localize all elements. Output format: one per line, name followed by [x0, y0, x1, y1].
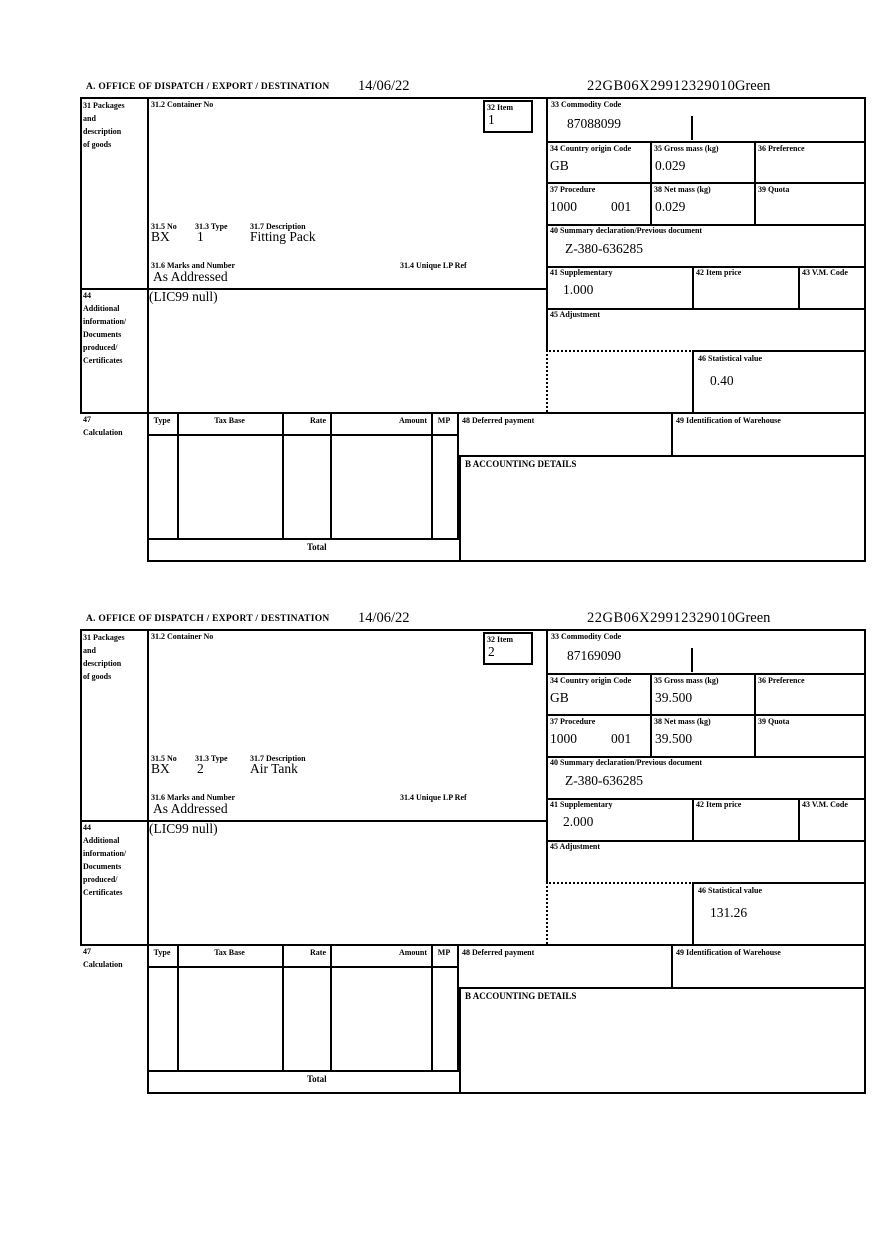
pkg-type-value: 2 [197, 761, 204, 776]
grid-line [147, 629, 149, 1092]
dotted-grid-line [546, 882, 694, 884]
dotted-grid-line [546, 350, 548, 412]
box44-label-line3: information/ [83, 317, 127, 326]
calc-col-tax-base: Tax Base [214, 948, 245, 957]
grid-line [692, 798, 694, 840]
marks-label: 31.6 Marks and Number [151, 261, 236, 270]
grid-line [546, 673, 866, 675]
procedure-value: 1000 [550, 199, 577, 214]
grid-line [282, 412, 284, 538]
grid-line [147, 434, 459, 436]
gross-mass-label: 35 Gross mass (kg) [654, 144, 719, 153]
grid-line [147, 560, 866, 562]
declaration-reference: 22GB06X29912329010 [587, 78, 736, 94]
box31-label-line4: of goods [83, 672, 112, 681]
calc-col-tax-base: Tax Base [214, 416, 245, 425]
grid-line [798, 266, 800, 308]
box44-label-line1: 44 [83, 291, 91, 300]
grid-line [147, 966, 459, 968]
pkg-type-label: 31.3 Type [195, 222, 228, 231]
grid-line [431, 944, 433, 1070]
gross-mass-label: 35 Gross mass (kg) [654, 676, 719, 685]
net-mass-value: 0.029 [655, 199, 686, 214]
grid-line [650, 673, 652, 756]
grid-line [459, 455, 461, 560]
grid-line [177, 944, 179, 1070]
box31-label-line1: 31 Packages [83, 633, 125, 642]
item-label: 32 Item [487, 103, 513, 112]
country-origin-value: GB [550, 158, 569, 173]
item-number-box [483, 100, 533, 133]
gross-mass-value: 39.500 [655, 690, 693, 705]
preference-label: 36 Preference [758, 676, 805, 685]
item-number-value: 1 [488, 112, 495, 127]
country-origin-value: GB [550, 690, 569, 705]
procedure-value: 1000 [550, 731, 577, 746]
pkg-description-label: 31.7 Description [250, 222, 306, 231]
grid-line [459, 987, 461, 1092]
commodity-code-value: 87088099 [567, 116, 621, 131]
warehouse-label: 49 Identification of Warehouse [676, 948, 781, 957]
dispatch-date: 14/06/22 [358, 610, 410, 626]
supplementary-label: 41 Supplementary [550, 268, 613, 277]
grid-line [546, 141, 866, 143]
pkg-type-label: 31.3 Type [195, 754, 228, 763]
additional-info-value: (LIC99 null) [149, 289, 218, 304]
pkg-no-value: BX [151, 761, 170, 776]
box31-label-line3: description [83, 127, 122, 136]
grid-line [147, 1092, 866, 1094]
quota-label: 39 Quota [758, 185, 790, 194]
unique-lp-ref-label: 31.4 Unique LP Ref [400, 261, 467, 270]
box44-label-line2: Additional [83, 836, 120, 845]
pkg-type-value: 1 [197, 229, 204, 244]
pkg-no-value: BX [151, 229, 170, 244]
grid-line [546, 97, 548, 350]
commodity-code-separator [691, 648, 693, 672]
total-label: Total [307, 542, 327, 552]
grid-line [457, 987, 866, 989]
pkg-description-label: 31.7 Description [250, 754, 306, 763]
grid-line [754, 673, 756, 756]
net-mass-label: 38 Net mass (kg) [654, 717, 711, 726]
marks-value: As Addressed [153, 269, 228, 284]
box44-label-line6: Certificates [83, 356, 123, 365]
grid-line [864, 629, 866, 1092]
item-price-label: 42 Item price [696, 268, 742, 277]
box31-label-line1: 31 Packages [83, 101, 125, 110]
grid-line [80, 412, 866, 414]
grid-line [692, 882, 694, 944]
pkg-no-label: 31.5 No [151, 754, 177, 763]
grid-line [80, 97, 866, 99]
grid-line [330, 412, 332, 538]
statistical-value: 0.40 [710, 373, 734, 388]
grid-line [864, 97, 866, 560]
calc-col-rate: Rate [310, 948, 326, 957]
grid-line [80, 97, 82, 412]
grid-line [754, 141, 756, 224]
goods-description-value: Air Tank [250, 761, 298, 776]
box44-label-line2: Additional [83, 304, 120, 313]
grid-line [692, 350, 866, 352]
deferred-payment-label: 48 Deferred payment [462, 948, 535, 957]
grid-line [330, 944, 332, 1070]
grid-line [80, 629, 82, 944]
procedure-label: 37 Procedure [550, 185, 596, 194]
box31-label-line3: description [83, 659, 122, 668]
office-of-dispatch-label: A. OFFICE OF DISPATCH / EXPORT / DESTINATION [86, 614, 330, 624]
net-mass-label: 38 Net mass (kg) [654, 185, 711, 194]
previous-document-label: 40 Summary declaration/Previous document [550, 758, 703, 767]
accounting-details-label: B ACCOUNTING DETAILS [465, 991, 577, 1001]
grid-line [457, 455, 866, 457]
grid-line [650, 141, 652, 224]
grid-line [546, 629, 548, 882]
item-label: 32 Item [487, 635, 513, 644]
grid-line [692, 350, 694, 412]
box31-label-line2: and [83, 114, 96, 123]
box47-label-line2: Calculation [83, 960, 123, 969]
grid-line [177, 412, 179, 538]
grid-line [546, 182, 866, 184]
previous-document-label: 40 Summary declaration/Previous document [550, 226, 703, 235]
box44-label-line5: produced/ [83, 343, 118, 352]
grid-line [692, 882, 866, 884]
deferred-payment-label: 48 Deferred payment [462, 416, 535, 425]
grid-line [147, 97, 149, 560]
box44-label-line6: Certificates [83, 888, 123, 897]
goods-description-value: Fitting Pack [250, 229, 316, 244]
calc-col-amount: Amount [398, 948, 427, 957]
commodity-code-separator [691, 116, 693, 140]
box47-label-line2: Calculation [83, 428, 123, 437]
warehouse-label: 49 Identification of Warehouse [676, 416, 781, 425]
grid-line [431, 412, 433, 538]
container-no-label: 31.2 Container No [151, 632, 214, 641]
box44-label-line4: Documents [83, 330, 122, 339]
dotted-grid-line [546, 882, 548, 944]
statistical-value-label: 46 Statistical value [698, 354, 762, 363]
grid-line [798, 798, 800, 840]
commodity-code-value: 87169090 [567, 648, 621, 663]
box44-label-line5: produced/ [83, 875, 118, 884]
total-label: Total [307, 1074, 327, 1084]
box31-label-line4: of goods [83, 140, 112, 149]
statistical-value: 131.26 [710, 905, 748, 920]
vm-code-label: 43 V.M. Code [802, 268, 848, 277]
preference-label: 36 Preference [758, 144, 805, 153]
procedure-suffix-value: 001 [611, 199, 632, 214]
procedure-label: 37 Procedure [550, 717, 596, 726]
commodity-code-label: 33 Commodity Code [551, 100, 622, 109]
calc-col-mp: MP [437, 948, 451, 957]
marks-value: As Addressed [153, 801, 228, 816]
box44-label-line4: Documents [83, 862, 122, 871]
grid-line [282, 944, 284, 1070]
grid-line [546, 714, 866, 716]
box31-label-line2: and [83, 646, 96, 655]
dotted-grid-line [546, 350, 694, 352]
calc-col-type: Type [153, 948, 171, 957]
gross-mass-value: 0.029 [655, 158, 686, 173]
item-price-label: 42 Item price [696, 800, 742, 809]
routing-status: Green [735, 78, 771, 94]
box44-label-line1: 44 [83, 823, 91, 832]
calc-col-amount: Amount [398, 416, 427, 425]
statistical-value-label: 46 Statistical value [698, 886, 762, 895]
accounting-details-label: B ACCOUNTING DETAILS [465, 459, 577, 469]
previous-document-value: Z-380-636285 [565, 241, 643, 256]
dispatch-date: 14/06/22 [358, 78, 410, 94]
vm-code-label: 43 V.M. Code [802, 800, 848, 809]
grid-line [692, 266, 694, 308]
declaration-reference: 22GB06X29912329010 [587, 610, 736, 626]
country-origin-label: 34 Country origin Code [550, 144, 632, 153]
pkg-no-label: 31.5 No [151, 222, 177, 231]
supplementary-value: 1.000 [563, 282, 594, 297]
grid-line [671, 412, 673, 455]
additional-info-value: (LIC99 null) [149, 821, 218, 836]
calc-col-type: Type [153, 416, 171, 425]
net-mass-value: 39.500 [655, 731, 693, 746]
sad-form [80, 78, 866, 568]
adjustment-label: 45 Adjustment [550, 842, 601, 851]
supplementary-label: 41 Supplementary [550, 800, 613, 809]
previous-document-value: Z-380-636285 [565, 773, 643, 788]
marks-label: 31.6 Marks and Number [151, 793, 236, 802]
item-number-value: 2 [488, 644, 495, 659]
sad-form [80, 610, 866, 1100]
container-no-label: 31.2 Container No [151, 100, 214, 109]
country-origin-label: 34 Country origin Code [550, 676, 632, 685]
grid-line [147, 1070, 459, 1072]
grid-line [80, 944, 866, 946]
calc-col-rate: Rate [310, 416, 326, 425]
box47-label-line1: 47 [83, 415, 91, 424]
adjustment-label: 45 Adjustment [550, 310, 601, 319]
grid-line [671, 944, 673, 987]
supplementary-value: 2.000 [563, 814, 594, 829]
procedure-suffix-value: 001 [611, 731, 632, 746]
box44-label-line3: information/ [83, 849, 127, 858]
grid-line [147, 538, 459, 540]
routing-status: Green [735, 610, 771, 626]
box47-label-line1: 47 [83, 947, 91, 956]
grid-line [80, 629, 866, 631]
calc-col-mp: MP [437, 416, 451, 425]
office-of-dispatch-label: A. OFFICE OF DISPATCH / EXPORT / DESTINATION [86, 82, 330, 92]
item-number-box [483, 632, 533, 665]
quota-label: 39 Quota [758, 717, 790, 726]
commodity-code-label: 33 Commodity Code [551, 632, 622, 641]
unique-lp-ref-label: 31.4 Unique LP Ref [400, 793, 467, 802]
